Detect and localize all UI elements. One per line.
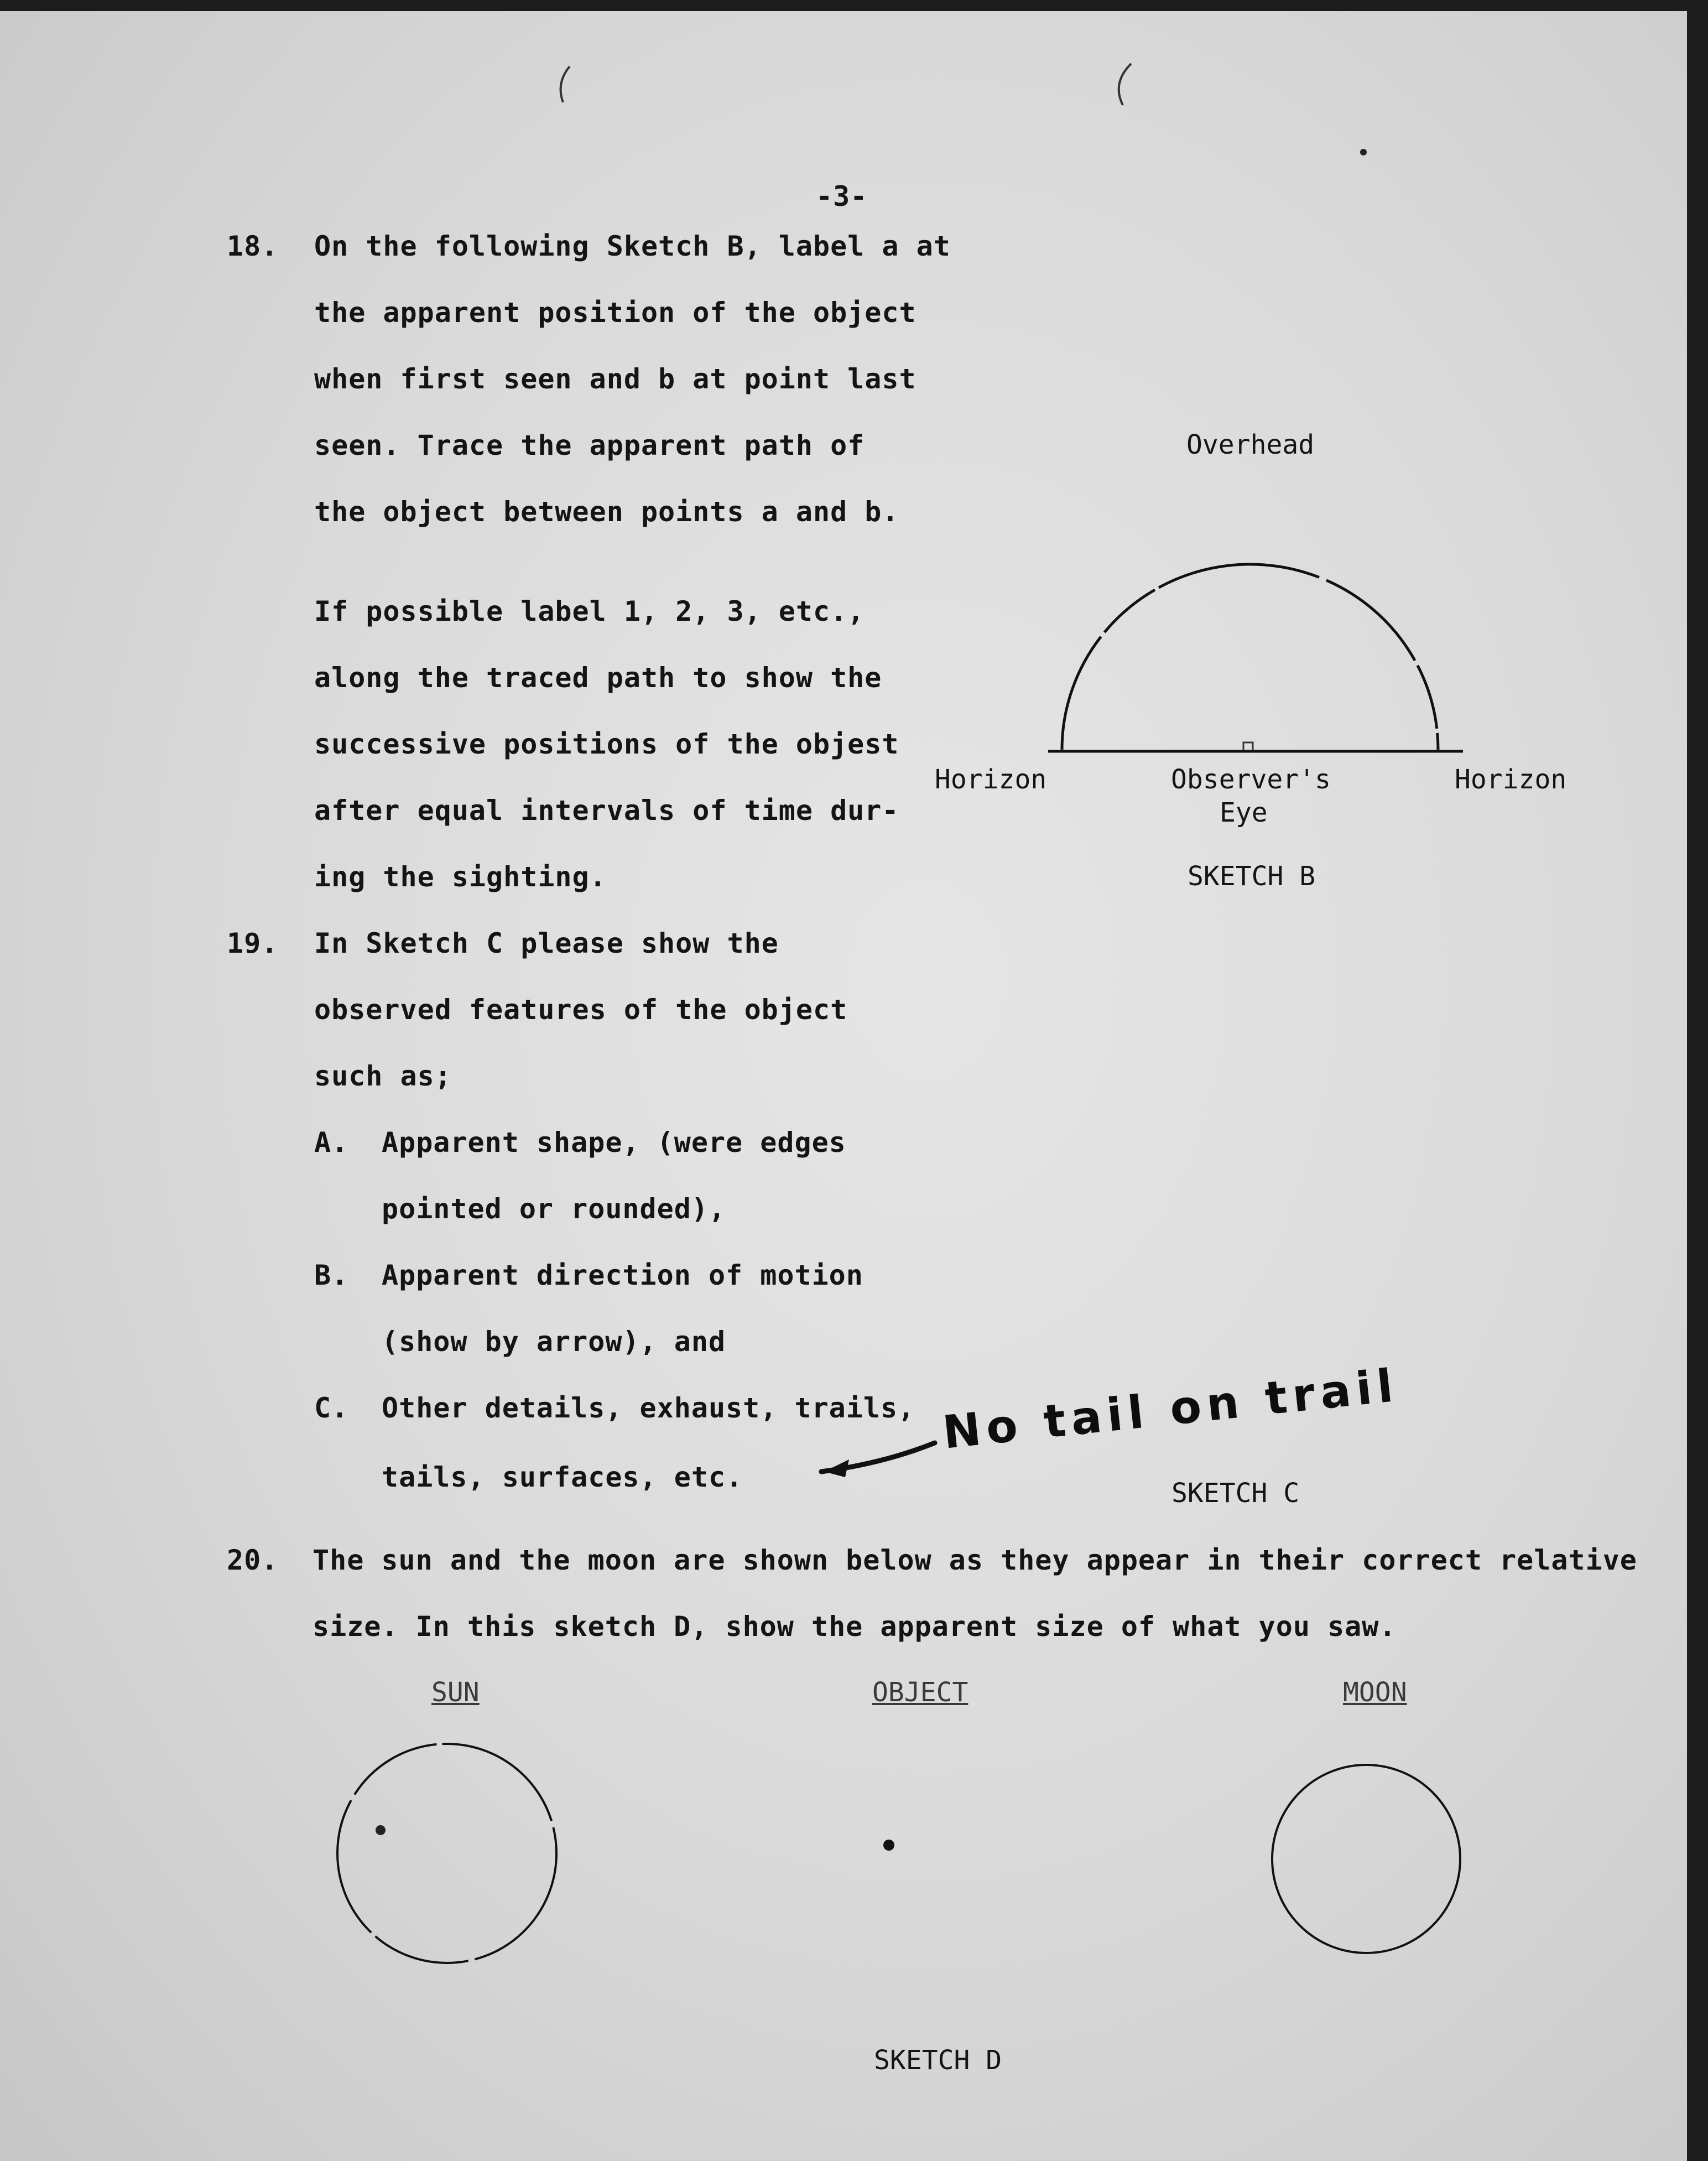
sketch-d-object-label: OBJECT — [872, 1677, 968, 1708]
q20-line: The sun and the moon are shown below as they appear in their correct relative — [313, 1544, 1637, 1576]
document-page — [0, 11, 1687, 2161]
q19-number: 19. — [227, 927, 279, 959]
sketch-d-title: SKETCH D — [874, 2045, 1002, 2076]
q19-item-line: Apparent shape, (were edges — [382, 1126, 846, 1159]
sketch-b-horizon-left-label: Horizon — [935, 764, 1047, 795]
sketch-b-overhead-label: Overhead — [1186, 429, 1315, 460]
sketch-b-eye-label: Eye — [1220, 797, 1268, 828]
q19-line: observed features of the object — [314, 994, 848, 1026]
q18-line: after equal intervals of time dur- — [314, 794, 899, 827]
sketch-b-observer-mark — [1243, 742, 1253, 750]
object-dot — [883, 1840, 894, 1851]
scan-mark — [561, 66, 570, 102]
q19-item-line: Other details, exhaust, trails, — [382, 1392, 915, 1424]
q18-line: ing the sighting. — [314, 861, 607, 893]
q20-number: 20. — [227, 1544, 279, 1576]
q18-line: the apparent position of the object — [314, 297, 917, 329]
moon-circle — [1272, 1765, 1460, 1953]
q19-line: such as; — [314, 1060, 452, 1092]
q18-line: successive positions of the objest — [314, 728, 899, 760]
page-number: -3- — [816, 180, 868, 212]
q18-line: If possible label 1, 2, 3, etc., — [314, 595, 865, 627]
handwritten-note: No tail on trail — [940, 1359, 1401, 1459]
q19-item-letter: A. — [314, 1126, 349, 1159]
q19-item-letter: C. — [314, 1392, 349, 1424]
sketch-d-moon-label: MOON — [1343, 1677, 1407, 1708]
sun-spot — [376, 1825, 386, 1835]
q18-line: On the following Sketch B, label a at — [314, 230, 951, 262]
q18-line: when first seen and b at point last — [314, 363, 917, 395]
q20-line: size. In this sketch D, show the apparent size of what you saw. — [313, 1611, 1397, 1643]
scan-mark — [1119, 64, 1131, 105]
q19-item-line: Apparent direction of motion — [382, 1259, 863, 1291]
q19-line: In Sketch C please show the — [314, 927, 779, 959]
q18-line: seen. Trace the apparent path of — [314, 429, 865, 461]
q19-item-line: pointed or rounded), — [382, 1193, 726, 1225]
sketch-b-title: SKETCH B — [1188, 861, 1316, 892]
sketch-d-sun-label: SUN — [431, 1677, 480, 1708]
q18-line: the object between points a and b. — [314, 496, 899, 528]
sketch-b-horizon-right-label: Horizon — [1455, 764, 1567, 795]
sketch-b-observer-label: Observer's — [1171, 764, 1331, 795]
sketch-c-title: SKETCH C — [1171, 1478, 1300, 1509]
q18-line: along the traced path to show the — [314, 662, 882, 694]
q19-item-letter: B. — [314, 1259, 349, 1291]
q19-item-line: tails, surfaces, etc. — [382, 1461, 743, 1493]
sketch-drawings — [0, 11, 1687, 2161]
scan-dot — [1360, 149, 1367, 155]
sketch-b-dome — [1062, 564, 1438, 750]
q18-number: 18. — [227, 230, 279, 262]
q19-item-line: (show by arrow), and — [382, 1326, 726, 1358]
sun-circle — [337, 1744, 556, 1963]
